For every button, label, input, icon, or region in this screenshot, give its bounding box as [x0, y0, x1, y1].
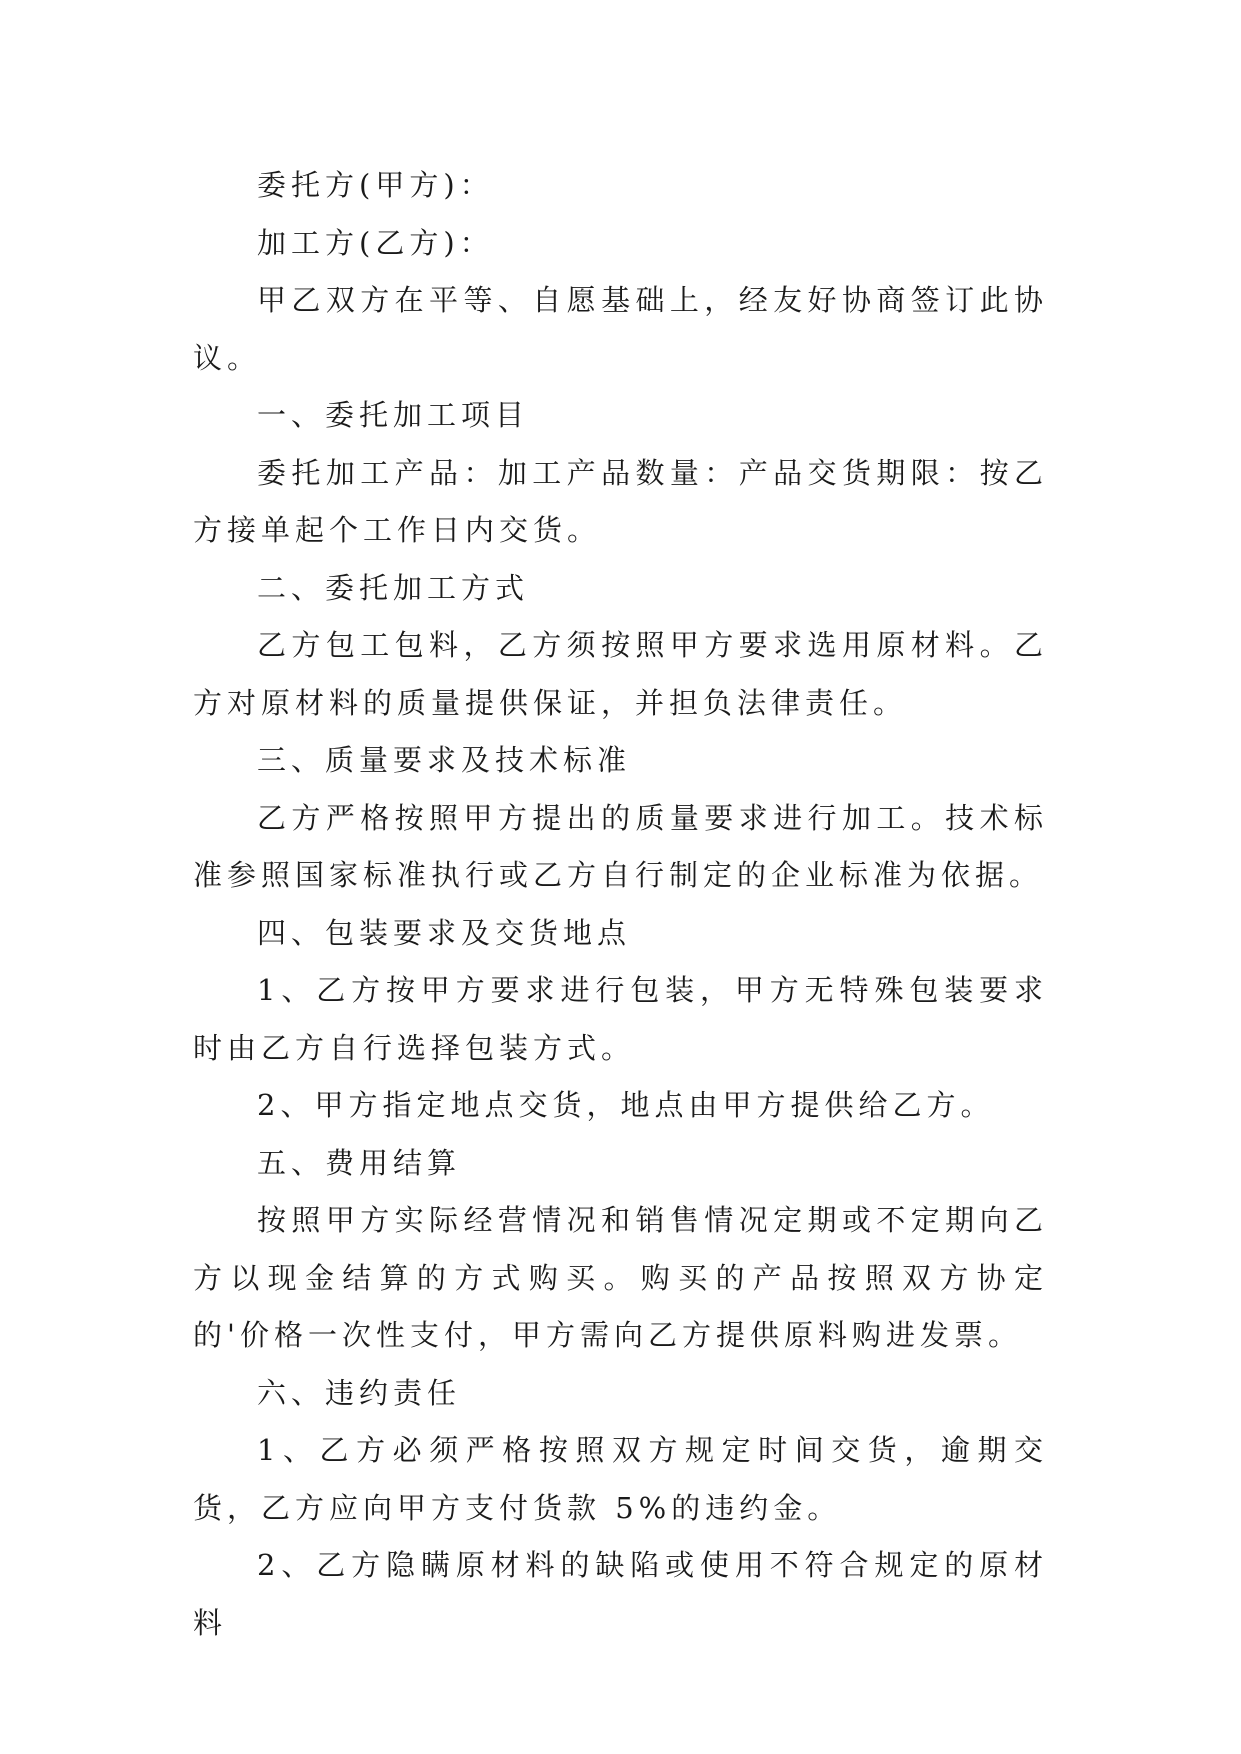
section-2-body: 乙方包工包料，乙方须按照甲方要求选用原材料。乙方对原材料的质量提供保证，并担负法律责任。 — [193, 628, 1048, 720]
agreement-intro: 甲乙双方在平等、自愿基础上，经友好协商签订此协议。 — [193, 283, 1048, 375]
contract-body — [193, 157, 1048, 1652]
section-heading-1: 一、委托加工项目 — [257, 398, 530, 432]
section-heading-5: 五、费用结算 — [257, 1145, 462, 1180]
section-heading-4: 四、包装要求及交货地点 — [257, 915, 632, 950]
section-4-item-2: 2、甲方指定地点交货，地点由甲方提供给乙方。 — [257, 1088, 995, 1122]
section-5-body: 按照甲方实际经营情况和销售情况定期或不定期向乙方以现金结算的方式购买。购买的产品按照双方协定的'价格一次性支付，甲方需向乙方提供原料购进发票。 — [193, 1203, 1048, 1352]
party-a-line: 委托方(甲方)： — [257, 168, 494, 202]
section-1-body: 委托加工产品：加工产品数量：产品交货期限：按乙方接单起个工作日内交货。 — [193, 455, 1048, 547]
section-3-body: 乙方严格按照甲方提出的质量要求进行加工。技术标准参照国家标准执行或乙方自行制定的企业标准为依据。 — [193, 800, 1048, 892]
section-4-item-1: 1、乙方按甲方要求进行包装，甲方无特殊包装要求时由乙方自行选择包装方式。 — [193, 973, 1048, 1065]
section-6-item-2: 2、乙方隐瞒原材料的缺陷或使用不符合规定的原材料 — [193, 1548, 1048, 1640]
section-heading-6: 六、违约责任 — [257, 1375, 462, 1410]
party-b-line: 加工方(乙方)： — [257, 225, 494, 260]
section-heading-3: 三、质量要求及技术标准 — [257, 743, 632, 777]
section-heading-2: 二、委托加工方式 — [257, 570, 530, 605]
section-6-item-1: 1、乙方必须严格按照双方规定时间交货，逾期交货，乙方应向甲方支付货款 5%的违约金。 — [193, 1433, 1048, 1525]
